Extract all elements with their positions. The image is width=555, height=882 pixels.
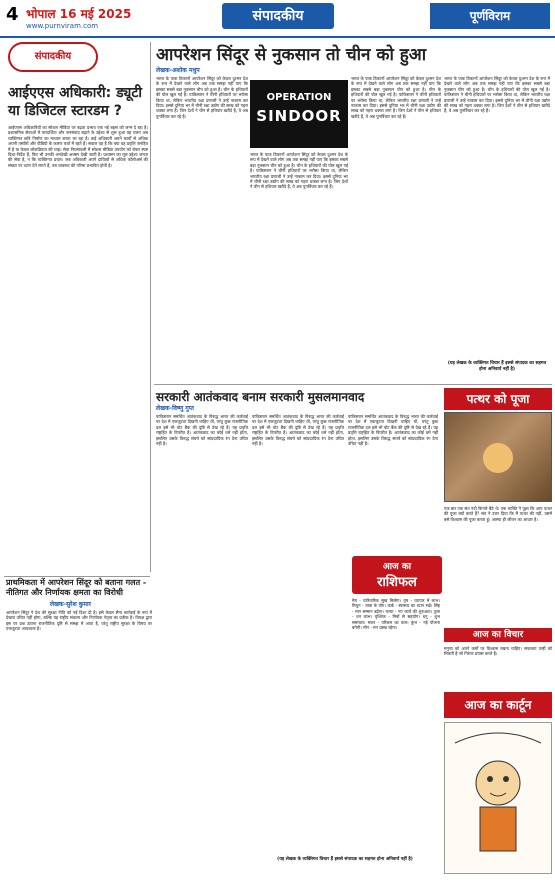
editorial-headline: आईएएस अधिकारी: ड्यूटी या डिजिटल स्टारडम ? [8,85,143,119]
main-headline: आपरेशन सिंदूर से नुकसान तो चीन को हुआ [156,45,427,65]
op-title-1: OPERATION [266,92,332,103]
cartoon-image [444,722,552,874]
section-tab: संपादकीय [222,3,334,29]
aaj-vichar-body: मनुष्य को अपने कर्मों पर विश्वास रखना चाहिए। सफलता उन्हीं को मिलती है जो निरंतर प्रयास करते हैं। [444,646,552,657]
brand-logo: पूर्णविराम [430,3,550,29]
mid-headline: सरकारी आतंकवाद बनाम सरकारी मुसलमानवाद [156,390,365,404]
mid-quote: (यह लेखक के व्यक्तिगत विचार हैं इससे संपादक का सहमत होना अनिवार्य नहीं है) [277,857,413,862]
divider [150,42,151,572]
page-number: 4 [6,4,19,25]
patthar-body: एक बार एक संत नदी किनारे बैठे थे। एक व्यक्ति ने पूछा कि आप पत्थर की पूजा क्यों करते हैं? संत ने उत्तर दिया कि मैं पत्थर की नहीं, उसमें बसे विश्वास की पूजा करता हूं। आस्था ही जीवन का आधार है। [444,506,552,522]
left-bottom-body: आपरेशन सिंदूर ने देश की सुरक्षा नीति को नई दिशा दी है। इसे केवल सैन्य कार्रवाई के रूप में देखना उचित नहीं होगा, बल्कि यह राष्ट्रीय संकल्प और निर्णायक नेतृत्व का प्रतीक है। विपक्ष द्वारा इस पर प्रश्न उठाना राजनीतिक दृष्टि से समझ में आता है, परंतु राष्ट्रीय सुरक्षा के विषय पर एकजुटता आवश्यक है। [6,610,152,632]
left-bottom-headline: प्राथमिकता में आपरेशन सिंदूर को बताना गलत - नीतिगत और निर्णायक क्षमता का विरोधी [6,578,147,597]
cartoon-drawing [445,723,551,873]
right-quote: (यह लेखक के व्यक्तिगत विचार हैं इससे संपादक का सहमत होना अनिवार्य नहीं है) [447,361,547,372]
left-bottom-byline: लेखक-सुरेश कुमार [50,601,91,608]
website-url[interactable]: www.purnviram.com [26,22,99,30]
photo-icon [483,443,513,473]
main-byline: लेखक-अशोक मधुप [156,67,200,74]
patthar-title: पत्थर को पूजा [444,388,552,410]
divider [154,384,552,385]
patthar-image [444,412,552,502]
rashifal-title-1: आज का [382,562,412,572]
mid-body-col3: पाकिस्तान समर्थित आतंकवाद के विरुद्ध भारत की कार्रवाई पर देश में एकजुटता दिखनी चाहिए थी, परंतु कुछ राजनीतिक दल इसे भी वोट बैंक की दृष्टि से देख रहे हैं। यह प्रवृत्ति राष्ट्रहित के विपरीत है। आतंकवाद का कोई धर्म नहीं होता, इसलिए उसके विरुद्ध संघर्ष को सांप्रदायिक रंग देना उचित नहीं है। [348,414,438,447]
op-title-2: SINDOOR [256,107,342,125]
masthead-date: भोपाल 16 मई 2025 [26,7,132,21]
operation-sindoor-image [250,80,348,148]
main-body-col2: भारत के पाक ठिकानों आपरेशन सिंदूर को केवल दुश्मन देश के रूप में देखने वाले लोग अब तक समझ नहीं पाए कि इसका सबसे बड़ा नुकसान चीन को हुआ है। चीन के हथियारों की पोल खुल गई है। पाकिस्तान ने चीनी हथियारों पर भरोसा किया था, लेकिन भारतीय रक्षा प्रणाली ने उन्हें नाकाम कर दिया। इससे दुनिया भर में चीनी रक्षा उद्योग की साख को गहरा धक्का लगा है। जिन देशों ने चीन से हथियार खरीदे हैं, वे अब पुनर्विचार कर रहे हैं। [250,152,348,190]
rashifal-box [352,556,442,594]
mid-body-col1: पाकिस्तान समर्थित आतंकवाद के विरुद्ध भारत की कार्रवाई पर देश में एकजुटता दिखनी चाहिए थी, परंतु कुछ राजनीतिक दल इसे भी वोट बैंक की दृष्टि से देख रहे हैं। यह प्रवृत्ति राष्ट्रहित के विपरीत है। आतंकवाद का कोई धर्म नहीं होता, इसलिए उसके विरुद्ध संघर्ष को सांप्रदायिक रंग देना उचित नहीं है। [156,414,248,447]
rashifal-body: मेष - पारिवारिक सुख मिलेगा। वृष - व्यापार में लाभ। मिथुन - यात्रा के योग। कर्क - स्वास्थ्य का ध्यान रखें। सिंह - मान सम्मान बढ़ेगा। कन्या - नए कार्य की शुरुआत। तुला - धन लाभ। वृश्चिक - मित्रों से सहयोग। धनु - शुभ समाचार। मकर - परिश्रम का फल। कुंभ - नई योजना बनेगी। मीन - मन प्रसन्न रहेगा। [352,598,440,631]
rashifal-title-2: राशिफल [377,575,417,590]
page-header [0,0,555,38]
aaj-vichar-title: आज का विचार [444,628,552,642]
editorial-body: आईएएस अधिकारियों का सोशल मीडिया पर बढ़ता प्रभाव एक नई बहस को जन्म दे रहा है। प्रशासनिक सेवाओं में पारदर्शिता और जनसंवाद बढ़ाने के उद्देश्य से शुरू हुआ यह चलन अब व्यक्तिगत छवि निर्माण का माध्यम बनता जा रहा है। कई अधिकारी अपने कार्यों से अधिक अपनी तस्वीरों और वीडियो के कारण चर्चा में रहते हैं। सवाल यह है कि क्या यह प्रवृत्ति जनहित में है या केवल लोकप्रियता की चाह। सेवा नियमावली में सोशल मीडिया उपयोग को लेकर स्पष्ट दिशा-निर्देश हैं, फिर भी उनकी अनदेखी अक्सर देखी जाती है। प्रशासन का मूल उद्देश्य जनता की सेवा है, न कि व्यक्तिगत प्रचार। जब अधिकारी अपने दायित्वों से अधिक फॉलोअर्स की संख्या पर ध्यान देने लगते हैं, तब व्यवस्था की गरिमा प्रभावित होती है। [8,125,148,168]
editorial-badge: संपादकीय [8,42,98,72]
main-body-col3: भारत के पाक ठिकानों आपरेशन सिंदूर को केवल दुश्मन देश के रूप में देखने वाले लोग अब तक समझ नहीं पाए कि इसका सबसे बड़ा नुकसान चीन को हुआ है। चीन के हथियारों की पोल खुल गई है। पाकिस्तान ने चीनी हथियारों पर भरोसा किया था, लेकिन भारतीय रक्षा प्रणाली ने उन्हें नाकाम कर दिया। इससे दुनिया भर में चीनी रक्षा उद्योग की साख को गहरा धक्का लगा है। जिन देशों ने चीन से हथियार खरीदे हैं, वे अब पुनर्विचार कर रहे हैं। [351,76,441,119]
cartoon-title: आज का कार्टून [444,692,552,718]
main-body-col1: भारत के पाक ठिकानों आपरेशन सिंदूर को केवल दुश्मन देश के रूप में देखने वाले लोग अब तक समझ नहीं पाए कि इसका सबसे बड़ा नुकसान चीन को हुआ है। चीन के हथियारों की पोल खुल गई है। पाकिस्तान ने चीनी हथियारों पर भरोसा किया था, लेकिन भारतीय रक्षा प्रणाली ने उन्हें नाकाम कर दिया। इससे दुनिया भर में चीनी रक्षा उद्योग की साख को गहरा धक्का लगा है। जिन देशों ने चीन से हथियार खरीदे हैं, वे अब पुनर्विचार कर रहे हैं। [156,76,248,119]
mid-byline: लेखक-विष्णु गुप्त [156,405,194,412]
divider [4,576,150,577]
mid-body-col2: पाकिस्तान समर्थित आतंकवाद के विरुद्ध भारत की कार्रवाई पर देश में एकजुटता दिखनी चाहिए थी, परंतु कुछ राजनीतिक दल इसे भी वोट बैंक की दृष्टि से देख रहे हैं। यह प्रवृत्ति राष्ट्रहित के विपरीत है। आतंकवाद का कोई धर्म नहीं होता, इसलिए उसके विरुद्ध संघर्ष को सांप्रदायिक रंग देना उचित नहीं है। [252,414,344,447]
main-body-col4: भारत के पाक ठिकानों आपरेशन सिंदूर को केवल दुश्मन देश के रूप में देखने वाले लोग अब तक समझ नहीं पाए कि इसका सबसे बड़ा नुकसान चीन को हुआ है। चीन के हथियारों की पोल खुल गई है। पाकिस्तान ने चीनी हथियारों पर भरोसा किया था, लेकिन भारतीय रक्षा प्रणाली ने उन्हें नाकाम कर दिया। इससे दुनिया भर में चीनी रक्षा उद्योग की साख को गहरा धक्का लगा है। जिन देशों ने चीन से हथियार खरीदे हैं, वे अब पुनर्विचार कर रहे हैं। [444,76,550,114]
